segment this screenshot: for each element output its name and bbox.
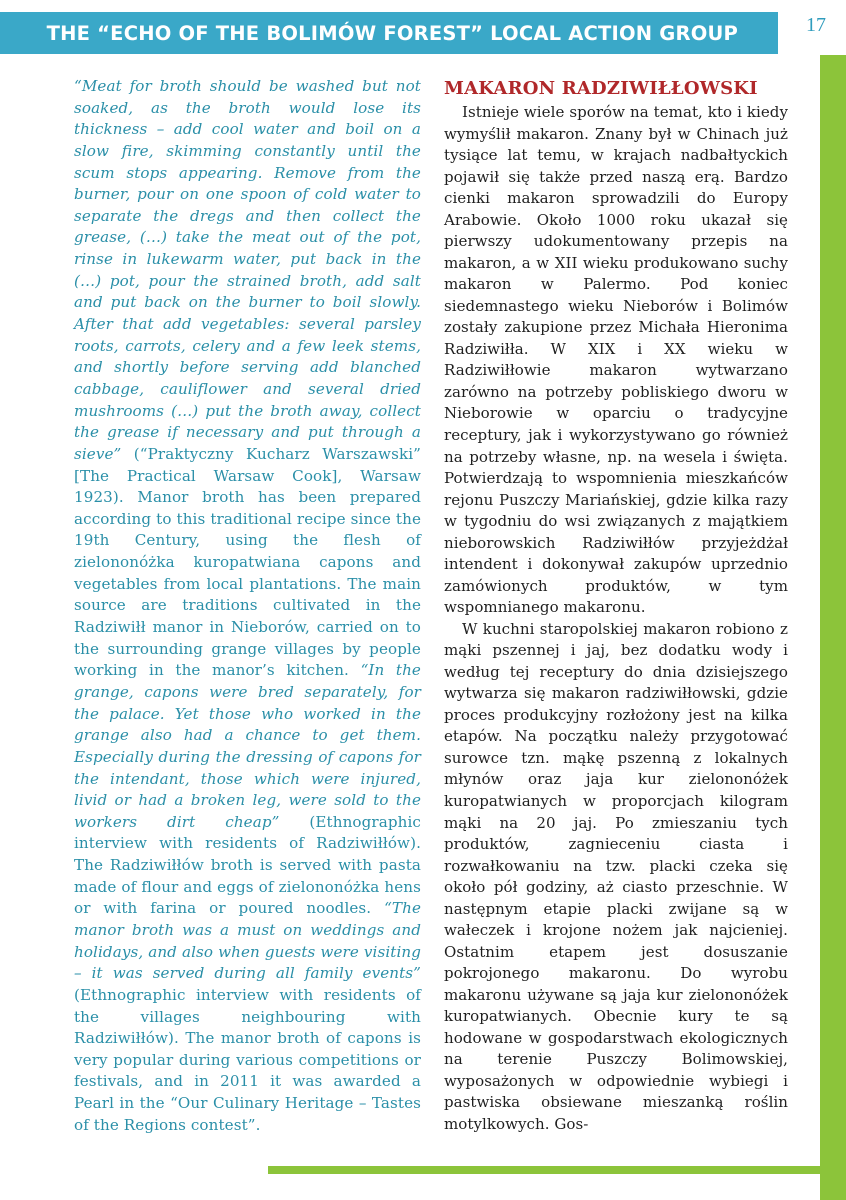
paragraph-1: Istnieje wiele sporów na temat, kto i kiedy wymyślił makaron. Znany był w Chinach już tysiące lat temu, w krajach nadbałtyckich pojawił się także przed naszą erą. Bardzo cienki makaron sprowadzili do Europy Arabowie. Około 1000 roku ukazał się pierwszy udokumentowany przepis na makaron, a w XII wieku produkowano suchy makaron w Palermo. Pod koniec siedemnastego wieku Nieborów i Bolimów zostały zakupione przez Michała Hieronima Radziwiłła. W XIX i XX wieku w Radziwiłłowie makaron wytwarzano zarówno na potrzeby pobliskiego dworu w Nieborowie w oparciu o tradycyjne receptury, jak i wykorzystywano go również na potrzeby własne, np. na wesela i święta. Potwierdzają to wspomnienia mieszkańców rejonu Puszczy Mariańskiej, gdzie kilka razy w tygodniu do wsi związanych z majątkiem nieborowskich Radziwiłłów przyjeżdżał intendent i dokonywał zakupów uprzednio zamówionych produktów, w tym wspomnianego makaronu.	[444, 103, 788, 617]
body-text-1: (“Praktyczny Kucharz Warszawski” [The Practical Warsaw Cook], Warsaw 1923). Manor broth has been prepared according to this traditional recipe since the 19th Century, using the flesh of zielononóżka kuropatwiana capons and vegetables from local plantations. The main source are traditions cultivated in the Radziwiłł manor in Nieborów, carried on to the surrounding grange villages by people working in the manor’s kitchen.	[74, 444, 421, 680]
page-number: 17	[806, 14, 826, 36]
quote-recipe: “Meat for broth should be washed but not soaked, as the broth would lose its thickness – add cool water and boil on a slow fire, skimming constantly until the scum stops appearing. Remove from the burner, pour on one spoon of cold water to separate the dregs and then collect the grease, (…) take the meat out of the pot, rinse in lukewarm water, put back in the (…) pot, pour the strained broth, add salt and put back on the burner to boil slowly. After that add vegetables: several parsley roots, carrots, celery and a few leek stems, and shortly before serving add blanched cabbage, cauliflower and several dried mushrooms (…) put the broth away, collect the grease if necessary and put through a sieve”	[74, 77, 421, 463]
bottom-accent-line	[268, 1166, 820, 1174]
body-text-2: (Ethnographic interview with residents of Radziwiłłów). The Radziwiłłów broth is served with pasta made of flour and eggs of zielononóżka hens or with farina or poured noodles.	[74, 812, 421, 918]
quote-weddings: “The manor broth was a must on weddings and holidays, and also when guests were visiting – it was served during all family events”	[74, 899, 421, 983]
page-title: THE “ECHO OF THE BOLIMÓW FOREST” LOCAL ACTION GROUP	[46, 22, 738, 45]
paragraph-2: W kuchni staropolskiej makaron robiono z mąki pszennej i jaj, bez dodatku wody i według tej receptury do dnia dzisiejszego wytwarza się makaron radziwiłłowski, gdzie proces produkcyjny rozłożony jest na kilka etapów. Na początku należy przygotować surowce tzn. mąkę pszenną z lokalnych młynów oraz jaja kur zielononóżek kuropatwianych w proporcjach kilogram mąki na 20 jaj. Po zmieszaniu tych produktów, zagnieceniu ciasta i rozwałkowaniu na tzw. placki czeka się około pół godziny, aż ciasto przeschnie. W następnym etapie placki zwijane są w wałeczek i krojone nożem jak najcieniej. Ostatnim etapem jest dosuszanie pokrojonego makaronu. Do wyrobu makaronu używane są jaja kur zielononóżek kuropatwianych. Obecnie kury te są hodowane w gospodarstwach ekologicznych na terenie Puszczy Bolimowskiej, wyposażonych w odpowiednie wybiegi i pastwiska obsiewane mieszanką roślin motylkowych. Gos-	[444, 619, 788, 1133]
quote-grange: “In the grange, capons were bred separately, for the palace. Yet those who worked in the grange also had a chance to get them. Especially during the dressing of capons for the intendant, those which were injured, livid or had a broken leg, were sold to the workers dirt cheap”	[74, 661, 421, 831]
body-text-3: (Ethnographic interview with residents of the villages neighbouring with Radziwiłłów). The manor broth of capons is very popular during various competitions or festivals, and in 2011 it was awarded a Pearl in the “Our Culinary Heritage – Tastes of the Regions contest”.	[74, 985, 421, 1134]
right-column	[444, 76, 788, 1136]
left-column-text	[74, 76, 421, 1136]
header-bar	[0, 12, 778, 54]
side-accent-stripe	[820, 55, 846, 1200]
section-heading: MAKARON RADZIWIŁŁOWSKI	[444, 78, 758, 99]
